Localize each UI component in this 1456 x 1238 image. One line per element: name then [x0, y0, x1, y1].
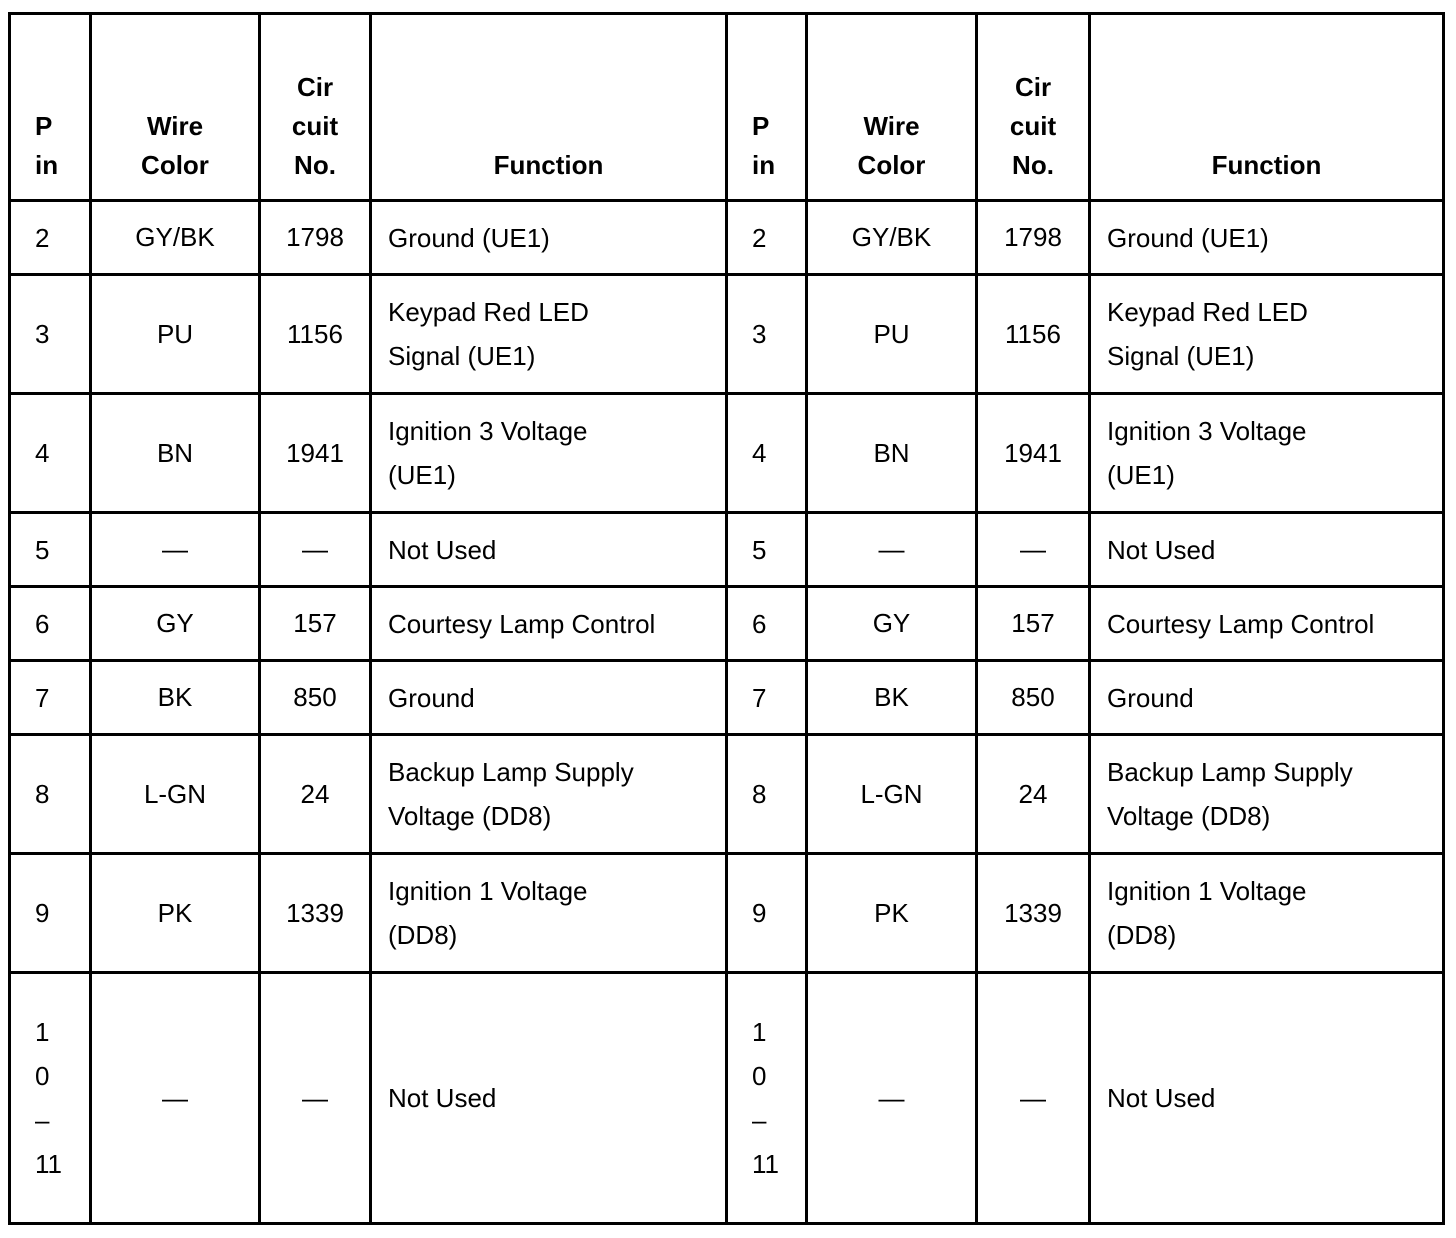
table-row [10, 587, 1444, 661]
function-cell: Ground (UE1) [1090, 201, 1444, 275]
circuit-no-cell: 1156 [977, 275, 1090, 394]
circuit-no-cell: 1941 [977, 394, 1090, 513]
circuit-no-cell: — [260, 513, 371, 587]
wire-color-cell: GY/BK [91, 201, 260, 275]
table-row [10, 275, 1444, 394]
function-cell: Ignition 3 Voltage (UE1) [1090, 394, 1444, 513]
wire-color-cell: GY [91, 587, 260, 661]
function-cell: Not Used [1090, 513, 1444, 587]
circuit-no-cell: 157 [977, 587, 1090, 661]
wire-color-cell: — [807, 513, 977, 587]
function-cell: Not Used [371, 513, 727, 587]
table-row [10, 513, 1444, 587]
function-cell: Ignition 1 Voltage (DD8) [1090, 854, 1444, 973]
function-cell: Courtesy Lamp Control [1090, 587, 1444, 661]
function-cell: Ignition 1 Voltage (DD8) [371, 854, 727, 973]
function-cell: Ground (UE1) [371, 201, 727, 275]
pin-cell: 3 [727, 275, 807, 394]
function-cell: Not Used [371, 973, 727, 1224]
pin-cell: 2 [727, 201, 807, 275]
wire-color-cell: BN [91, 394, 260, 513]
wire-color-cell: PK [807, 854, 977, 973]
circuit-no-cell: 1339 [260, 854, 371, 973]
table-row [10, 735, 1444, 854]
pin-cell: 4 [727, 394, 807, 513]
header-function: Function [371, 14, 727, 201]
circuit-no-cell: 1798 [260, 201, 371, 275]
header-circuit-no: Cir cuit No. [977, 14, 1090, 201]
circuit-no-cell: 24 [977, 735, 1090, 854]
wire-color-cell: L-GN [807, 735, 977, 854]
circuit-no-cell: 1798 [977, 201, 1090, 275]
circuit-no-cell: 157 [260, 587, 371, 661]
table-body [10, 201, 1444, 1224]
wire-color-cell: BN [807, 394, 977, 513]
header-circuit-no: Cir cuit No. [260, 14, 371, 201]
table-row [10, 394, 1444, 513]
pin-cell: 3 [10, 275, 91, 394]
function-cell: Ground [1090, 661, 1444, 735]
pin-cell: 6 [10, 587, 91, 661]
wire-color-cell: BK [91, 661, 260, 735]
function-cell: Keypad Red LED Signal (UE1) [371, 275, 727, 394]
pin-cell: 9 [10, 854, 91, 973]
function-cell: Ignition 3 Voltage (UE1) [371, 394, 727, 513]
wire-color-cell: PK [91, 854, 260, 973]
header-wire-color: Wire Color [807, 14, 977, 201]
function-cell: Backup Lamp Supply Voltage (DD8) [1090, 735, 1444, 854]
wire-color-cell: — [807, 973, 977, 1224]
pin-cell: 1 0 – 11 [10, 973, 91, 1224]
function-cell: Courtesy Lamp Control [371, 587, 727, 661]
pin-cell: 7 [727, 661, 807, 735]
wire-color-cell: BK [807, 661, 977, 735]
pin-cell: 6 [727, 587, 807, 661]
table-row [10, 973, 1444, 1224]
circuit-no-cell: 24 [260, 735, 371, 854]
circuit-no-cell: 850 [977, 661, 1090, 735]
pin-cell: 8 [727, 735, 807, 854]
circuit-no-cell: 1156 [260, 275, 371, 394]
function-cell: Backup Lamp Supply Voltage (DD8) [371, 735, 727, 854]
pin-cell: 2 [10, 201, 91, 275]
pin-cell: 4 [10, 394, 91, 513]
circuit-no-cell: — [977, 513, 1090, 587]
pin-cell: 8 [10, 735, 91, 854]
table-row [10, 854, 1444, 973]
header-pin: P in [10, 14, 91, 201]
header-row [10, 14, 1444, 201]
table-row [10, 201, 1444, 275]
header-function: Function [1090, 14, 1444, 201]
circuit-no-cell: 850 [260, 661, 371, 735]
function-cell: Not Used [1090, 973, 1444, 1224]
pin-cell: 1 0 – 11 [727, 973, 807, 1224]
circuit-no-cell: 1941 [260, 394, 371, 513]
pin-cell: 9 [727, 854, 807, 973]
wire-color-cell: GY [807, 587, 977, 661]
wire-color-cell: PU [91, 275, 260, 394]
wire-color-cell: — [91, 513, 260, 587]
header-wire-color: Wire Color [91, 14, 260, 201]
document-page [8, 12, 1445, 1225]
function-cell: Keypad Red LED Signal (UE1) [1090, 275, 1444, 394]
function-cell: Ground [371, 661, 727, 735]
circuit-no-cell: — [977, 973, 1090, 1224]
circuit-no-cell: 1339 [977, 854, 1090, 973]
wire-color-cell: — [91, 973, 260, 1224]
pin-cell: 7 [10, 661, 91, 735]
wire-color-cell: L-GN [91, 735, 260, 854]
header-pin: P in [727, 14, 807, 201]
connector-pinout-table [8, 12, 1445, 1225]
pin-cell: 5 [727, 513, 807, 587]
wire-color-cell: GY/BK [807, 201, 977, 275]
circuit-no-cell: — [260, 973, 371, 1224]
wire-color-cell: PU [807, 275, 977, 394]
pin-cell: 5 [10, 513, 91, 587]
table-row [10, 661, 1444, 735]
